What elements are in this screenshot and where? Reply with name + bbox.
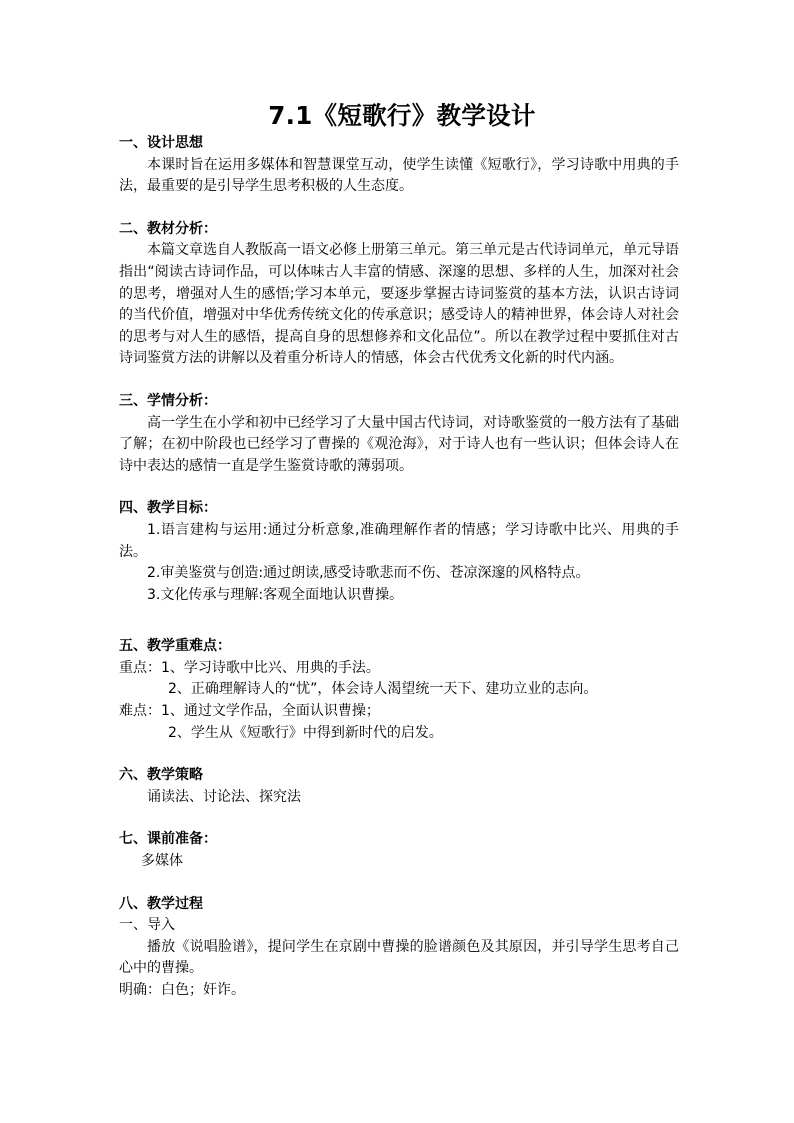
student-analysis-paragraph: 高一学生在小学和初中已经学习了大量中国古代诗词，对诗歌鉴赏的一般方法有了基础了解；在初中阶段也已经学习了曹操的《观沧海》，对于诗人也有一些认识；但体会诗人在诗中表达的感情一直是学生鉴赏诗歌的薄弱项。 (119, 414, 679, 474)
difficulty-item: 1、通过文学作品，全面认识曹操； (161, 703, 380, 720)
document-title: 7.1《短歌行》教学设计 (268, 101, 536, 130)
section-heading-strategy: 六、教学策略 (119, 767, 203, 784)
difficulty-item: 2、学生从《短歌行》中得到新时代的启发。 (168, 724, 443, 741)
difficulty-line (119, 701, 679, 723)
section-heading-process: 八、教学过程 (119, 895, 203, 912)
section-heading-teaching-goals: 四、教学目标： (119, 500, 217, 517)
difficulties-label: 难点： (119, 703, 161, 720)
section-heading-material-analysis: 二、教材分析： (119, 220, 217, 237)
material-analysis-paragraph: 本篇文章选自人教版高一语文必修上册第三单元。第三单元是古代诗词单元，单元导语指出“阅读古诗词作品，可以体味古人丰富的情感、深邃的思想、多样的人生，加深对社会的思考，增强对人生的感悟;学习本单元，要逐步掌握古诗词鉴赏的基本方法，认识古诗词的当代价值，增强对中华优秀传统文化的传承意识；感受诗人的精神世界，体会诗人对社会的思考与对人生的感悟，提高自身的思想修养和文化品位”。所以在教学过程中要抓住对古诗词鉴赏方法的讲解以及着重分析诗人的情感，体会古代优秀文化新的时代内涵。 (119, 242, 679, 367)
strategy-text: 诵读法、讨论法、探究法 (147, 788, 301, 805)
document-page (119, 96, 679, 1002)
goal-item: 1.语言建构与运用:通过分析意象,准确理解作者的情感；学习诗歌中比兴、用典的手法。 (119, 521, 679, 560)
goal-item: 3.文化传承与理解:客观全面地认识曹操。 (147, 586, 404, 603)
section-heading-student-analysis: 三、学情分析： (119, 392, 217, 409)
section-heading-key-points: 五、教学重难点： (119, 638, 231, 655)
goal-item: 2.审美鉴赏与创造:通过朗读,感受诗歌悲而不伤、苍凉深邃的风格特点。 (147, 565, 590, 582)
section-heading-design-idea: 一、设计思想 (119, 135, 203, 151)
process-subheading: 一、导入 (119, 917, 175, 934)
key-point-item: 2、正确理解诗人的“忧”，体会诗人渴望统一天下、建功立业的志向。 (168, 681, 598, 698)
key-point-line (119, 658, 679, 680)
process-answer: 明确：白色；奸诈。 (119, 982, 245, 998)
preparation-text: 多媒体 (141, 853, 183, 870)
key-point-item: 1、学习诗歌中比兴、用典的手法。 (161, 659, 380, 676)
section-heading-preparation: 七、课前准备： (119, 831, 217, 848)
process-paragraph: 播放《说唱脸谱》，提问学生在京剧中曹操的脸谱颜色及其原因，并引导学生思考自己心中的曹操。 (119, 938, 679, 977)
design-idea-paragraph: 本课时旨在运用多媒体和智慧课堂互动，使学生读懂《短歌行》，学习诗歌中用典的手法，最重要的是引导学生思考积极的人生态度。 (119, 156, 679, 195)
key-points-label: 重点： (119, 659, 161, 676)
